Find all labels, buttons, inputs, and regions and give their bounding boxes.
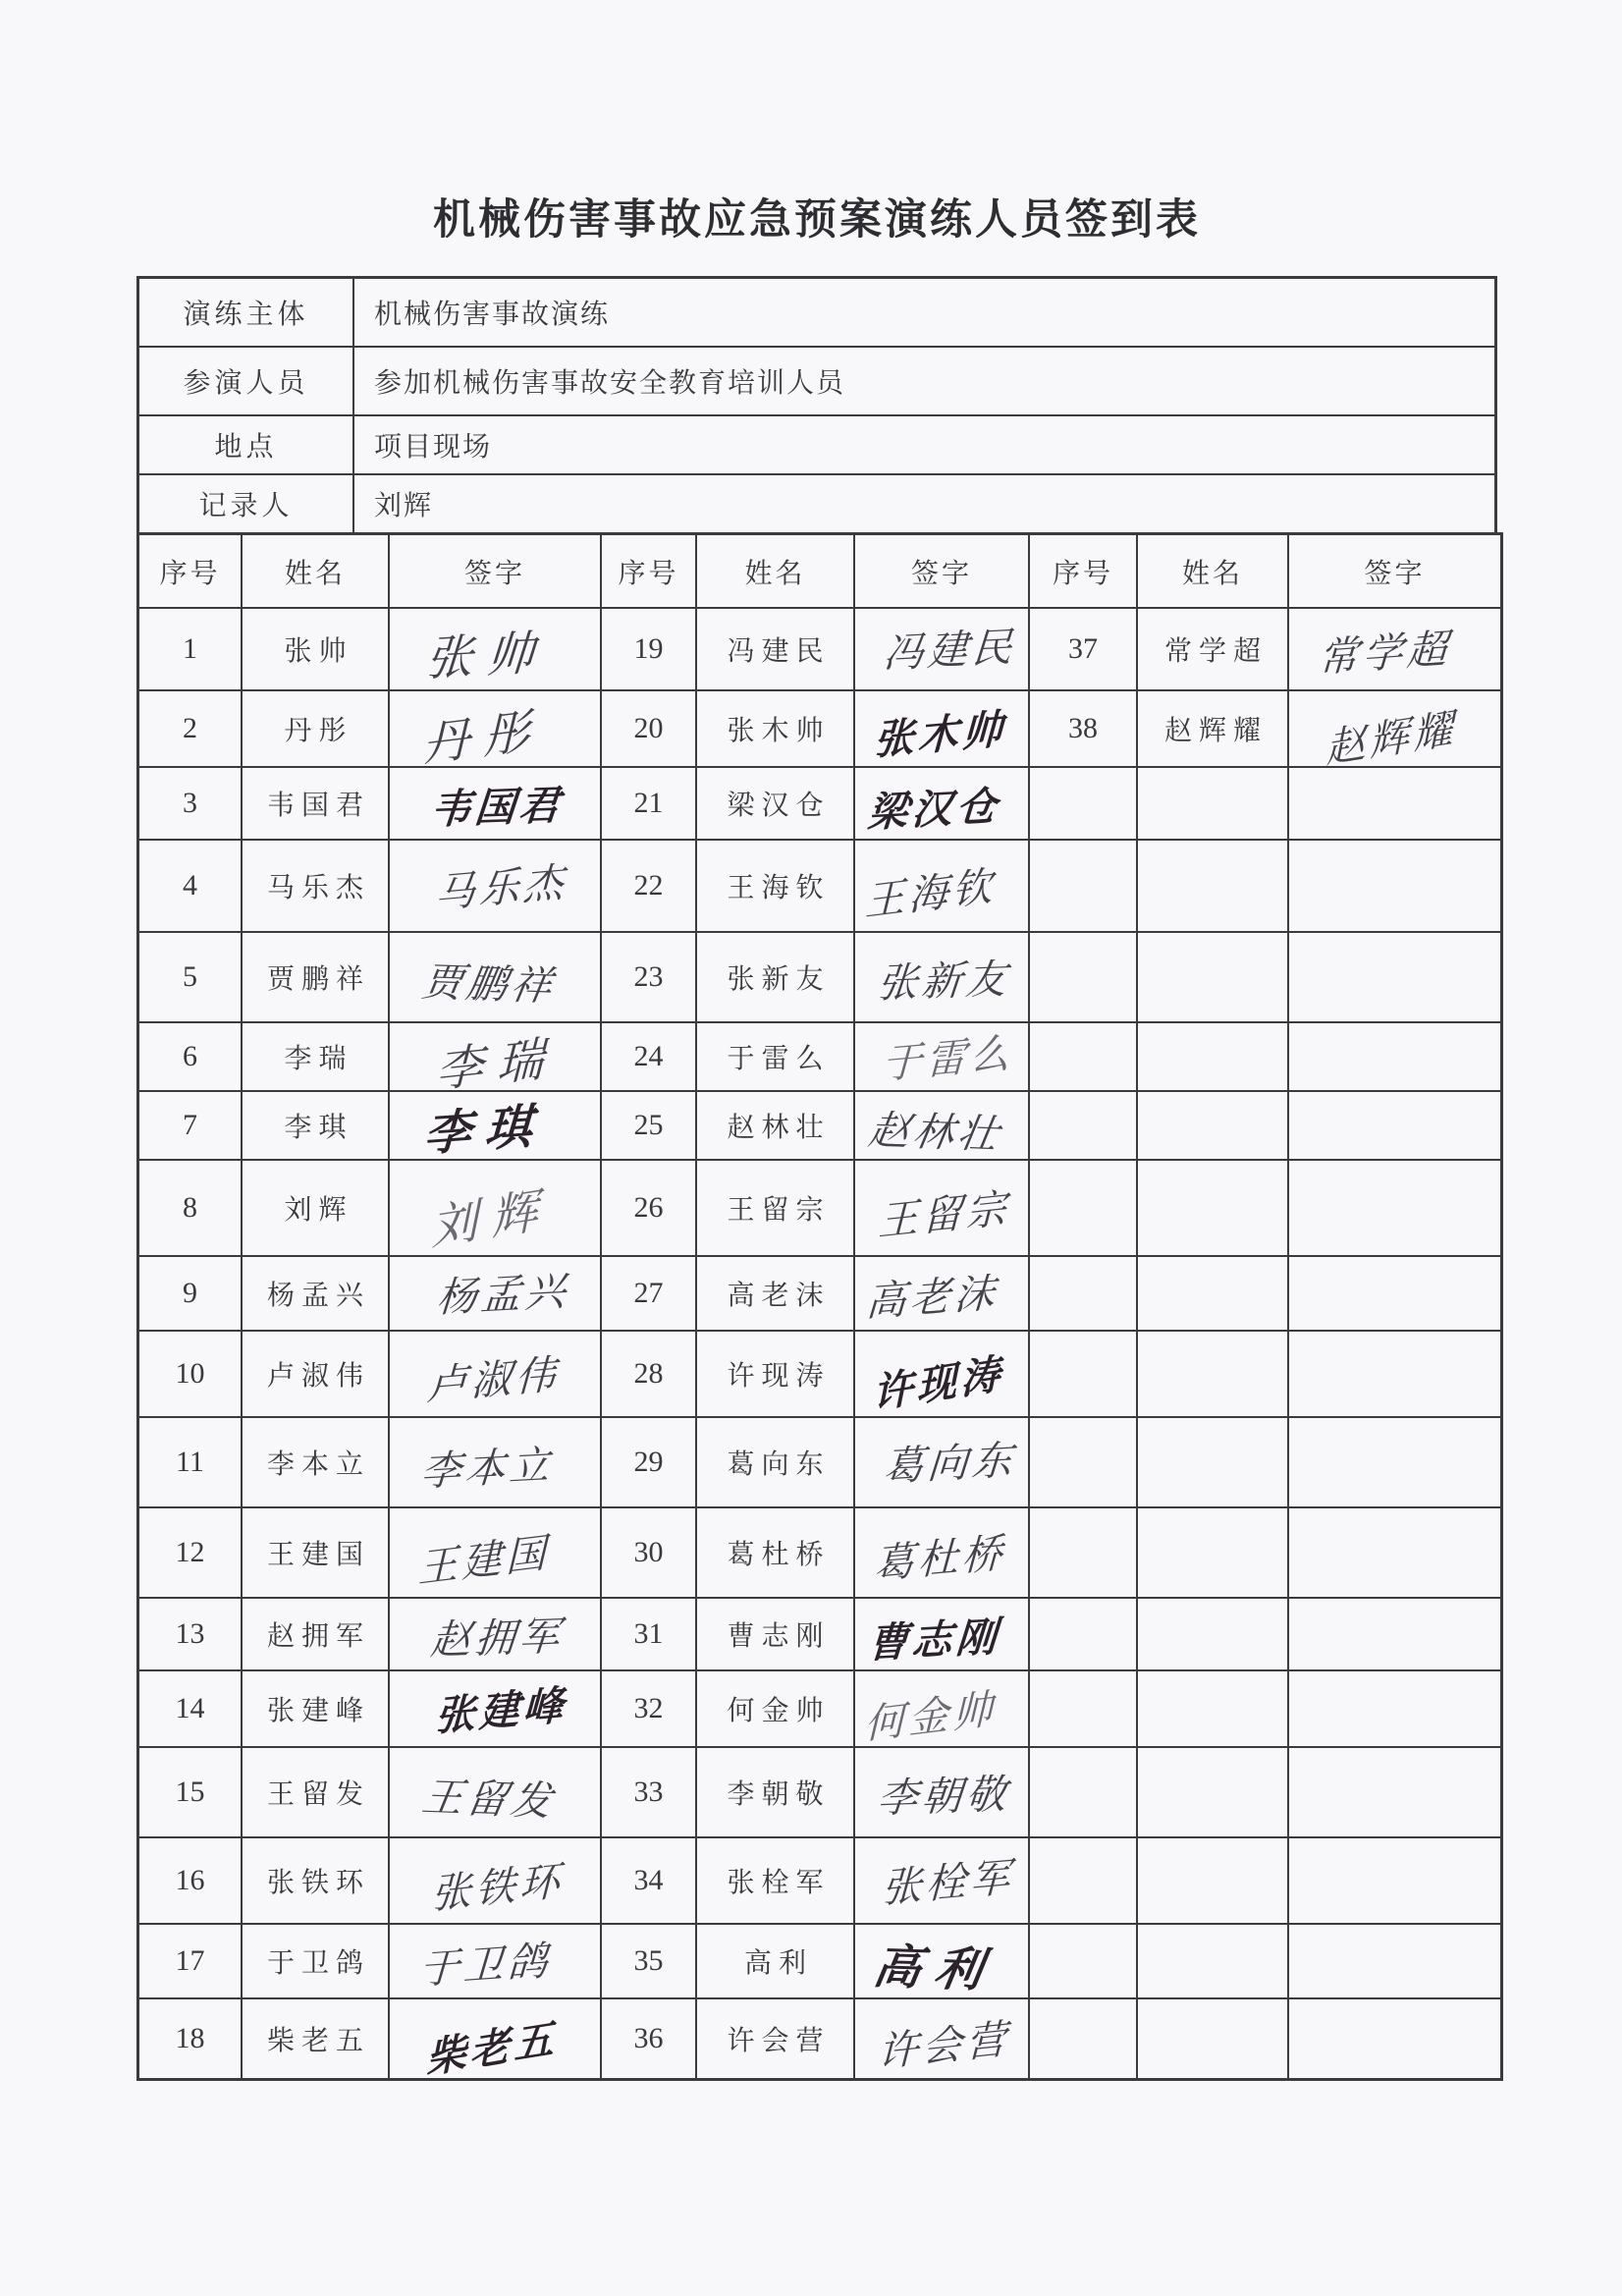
serial-cell bbox=[1030, 1671, 1138, 1748]
document-title: 机械伤害事故应急预案演练人员签到表 bbox=[433, 197, 1201, 244]
serial-cell: 26 bbox=[602, 1161, 697, 1257]
signature-cell bbox=[855, 1023, 1030, 1092]
signature-cell bbox=[1289, 1257, 1500, 1332]
signature-cell bbox=[855, 691, 1030, 768]
name-cell: 韦国君 bbox=[243, 768, 390, 841]
signature-cell bbox=[390, 1508, 602, 1599]
name-cell: 张栓军 bbox=[697, 1838, 855, 1925]
serial-cell bbox=[1030, 1999, 1138, 2078]
serial-cell: 25 bbox=[602, 1092, 697, 1161]
name-cell bbox=[1138, 1671, 1289, 1748]
name-cell: 何金帅 bbox=[697, 1671, 855, 1748]
name-cell bbox=[1138, 1748, 1289, 1838]
serial-cell: 17 bbox=[139, 1925, 243, 1999]
handwritten-signature: 王海钦 bbox=[864, 862, 996, 924]
serial-cell: 37 bbox=[1030, 609, 1138, 691]
signature-cell bbox=[1289, 609, 1500, 691]
name-cell: 杨孟兴 bbox=[243, 1257, 390, 1332]
info-row-location bbox=[139, 416, 1494, 474]
signature-cell bbox=[390, 1092, 602, 1161]
signature-cell bbox=[855, 933, 1030, 1023]
name-cell: 王留宗 bbox=[697, 1161, 855, 1257]
serial-cell: 21 bbox=[602, 768, 697, 841]
info-label-recorder: 记录人 bbox=[139, 475, 354, 532]
handwritten-signature: 许现涛 bbox=[871, 1349, 1004, 1417]
serial-cell: 36 bbox=[602, 1999, 697, 2078]
name-cell: 赵拥军 bbox=[243, 1599, 390, 1671]
signature-cell bbox=[1289, 1748, 1500, 1838]
serial-cell: 5 bbox=[139, 933, 243, 1023]
signature-cell bbox=[390, 933, 602, 1023]
column-header-name: 姓名 bbox=[243, 535, 390, 609]
signin-table bbox=[136, 532, 1503, 2081]
handwritten-signature: 曹志刚 bbox=[865, 1613, 1001, 1667]
info-value-location: 项目现场 bbox=[374, 432, 493, 464]
handwritten-signature: 常学超 bbox=[1317, 625, 1452, 681]
handwritten-signature: 王留宗 bbox=[877, 1184, 1010, 1244]
signature-cell bbox=[855, 609, 1030, 691]
serial-cell bbox=[1030, 1838, 1138, 1925]
handwritten-signature: 赵林壮 bbox=[865, 1107, 1005, 1157]
name-cell: 马乐杰 bbox=[243, 841, 390, 933]
column-header-signature: 签字 bbox=[390, 535, 602, 609]
name-cell: 赵林壮 bbox=[697, 1092, 855, 1161]
handwritten-signature: 梁汉仓 bbox=[865, 782, 1001, 836]
serial-cell: 27 bbox=[602, 1257, 697, 1332]
name-cell: 贾鹏祥 bbox=[243, 933, 390, 1023]
name-cell bbox=[1138, 1257, 1289, 1332]
name-cell: 张铁环 bbox=[243, 1838, 390, 1925]
column-header-signature: 签字 bbox=[1289, 535, 1500, 609]
name-cell: 李朝敬 bbox=[697, 1748, 855, 1838]
signature-cell bbox=[855, 1748, 1030, 1838]
name-cell bbox=[1138, 1092, 1289, 1161]
name-cell: 王留发 bbox=[243, 1748, 390, 1838]
serial-cell bbox=[1030, 1925, 1138, 1999]
info-value-participants: 参加机械伤害事故安全教育培训人员 bbox=[374, 368, 846, 400]
info-label-participants: 参演人员 bbox=[139, 348, 354, 414]
handwritten-signature: 张帅 bbox=[423, 627, 550, 685]
signature-cell bbox=[1289, 841, 1500, 933]
signature-cell bbox=[855, 1671, 1030, 1748]
name-cell: 张帅 bbox=[243, 609, 390, 691]
handwritten-signature: 李琪 bbox=[422, 1100, 547, 1162]
handwritten-signature: 张木帅 bbox=[872, 705, 1006, 763]
signature-cell bbox=[390, 841, 602, 933]
name-cell bbox=[1138, 1508, 1289, 1599]
serial-cell: 6 bbox=[139, 1023, 243, 1092]
handwritten-signature: 张铁环 bbox=[430, 1857, 564, 1917]
signature-cell bbox=[390, 1332, 602, 1418]
serial-cell: 34 bbox=[602, 1838, 697, 1925]
handwritten-signature: 葛向东 bbox=[881, 1436, 1017, 1490]
signature-cell bbox=[1289, 768, 1500, 841]
signature-cell bbox=[390, 1838, 602, 1925]
signature-cell bbox=[1289, 1838, 1500, 1925]
serial-cell: 15 bbox=[139, 1748, 243, 1838]
handwritten-signature: 张建峰 bbox=[433, 1681, 568, 1739]
signature-cell bbox=[855, 1925, 1030, 1999]
column-header-signature: 签字 bbox=[855, 535, 1030, 609]
signature-cell bbox=[1289, 1599, 1500, 1671]
signature-cell bbox=[1289, 1418, 1500, 1508]
serial-cell: 16 bbox=[139, 1838, 243, 1925]
serial-cell: 22 bbox=[602, 841, 697, 933]
signature-cell bbox=[855, 1599, 1030, 1671]
handwritten-signature: 王留发 bbox=[418, 1774, 559, 1824]
signature-cell bbox=[390, 691, 602, 772]
serial-cell: 12 bbox=[139, 1508, 243, 1599]
serial-cell: 20 bbox=[602, 691, 697, 768]
handwritten-signature: 卢淑伟 bbox=[425, 1350, 560, 1408]
name-cell: 李瑞 bbox=[243, 1023, 390, 1092]
signature-cell bbox=[390, 609, 602, 691]
serial-cell bbox=[1030, 1508, 1138, 1599]
name-cell: 丹彤 bbox=[243, 691, 390, 768]
serial-cell: 19 bbox=[602, 609, 697, 691]
column-header-name: 姓名 bbox=[1138, 535, 1289, 609]
signature-cell bbox=[855, 768, 1030, 841]
name-cell bbox=[1138, 1925, 1289, 1999]
signature-cell bbox=[390, 1999, 602, 2082]
name-cell: 李琪 bbox=[243, 1092, 390, 1161]
name-cell: 张木帅 bbox=[697, 691, 855, 768]
handwritten-signature: 刘辉 bbox=[429, 1182, 553, 1255]
serial-cell: 30 bbox=[602, 1508, 697, 1599]
serial-cell bbox=[1030, 1418, 1138, 1508]
serial-cell bbox=[1030, 1092, 1138, 1161]
signature-cell bbox=[1289, 1092, 1500, 1161]
name-cell bbox=[1138, 1161, 1289, 1257]
handwritten-signature: 张栓军 bbox=[880, 1853, 1014, 1911]
signature-cell bbox=[1289, 1161, 1500, 1257]
signature-cell bbox=[390, 1418, 602, 1508]
serial-cell: 9 bbox=[139, 1257, 243, 1332]
name-cell: 张建峰 bbox=[243, 1671, 390, 1748]
handwritten-signature: 葛杜桥 bbox=[872, 1529, 1006, 1587]
signature-cell bbox=[390, 1748, 602, 1838]
serial-cell: 31 bbox=[602, 1599, 697, 1671]
handwritten-signature: 李朝敬 bbox=[875, 1771, 1012, 1821]
name-cell: 高老沫 bbox=[697, 1257, 855, 1332]
handwritten-signature: 马乐杰 bbox=[433, 858, 568, 916]
signature-cell bbox=[1289, 1999, 1500, 2078]
signature-cell bbox=[1289, 1332, 1500, 1418]
info-row-recorder bbox=[139, 475, 1494, 532]
handwritten-signature: 许会营 bbox=[877, 2015, 1010, 2075]
serial-cell: 32 bbox=[602, 1671, 697, 1748]
name-cell: 赵辉耀 bbox=[1138, 691, 1289, 768]
signature-cell bbox=[1289, 1023, 1500, 1092]
serial-cell: 7 bbox=[139, 1092, 243, 1161]
name-cell: 柴老五 bbox=[243, 1999, 390, 2078]
serial-cell: 29 bbox=[602, 1418, 697, 1508]
name-cell bbox=[1138, 841, 1289, 933]
name-cell: 王建国 bbox=[243, 1508, 390, 1599]
signature-cell bbox=[855, 1838, 1030, 1925]
signature-cell bbox=[390, 1599, 602, 1671]
serial-cell: 38 bbox=[1030, 691, 1138, 768]
serial-cell: 28 bbox=[602, 1332, 697, 1418]
serial-cell: 24 bbox=[602, 1023, 697, 1092]
signature-cell bbox=[1289, 1925, 1500, 1999]
signature-cell bbox=[855, 1418, 1030, 1508]
serial-cell: 11 bbox=[139, 1418, 243, 1508]
handwritten-signature: 王建国 bbox=[417, 1529, 549, 1591]
serial-cell bbox=[1030, 1257, 1138, 1332]
serial-cell: 1 bbox=[139, 609, 243, 691]
info-row-subject bbox=[139, 279, 1494, 348]
handwritten-signature: 张新友 bbox=[875, 956, 1012, 1006]
handwritten-signature: 于卫鸽 bbox=[417, 1937, 553, 1993]
handwritten-signature: 李本立 bbox=[418, 1441, 555, 1495]
signature-cell bbox=[390, 1023, 602, 1098]
handwritten-signature: 赵辉耀 bbox=[1325, 704, 1458, 772]
name-cell: 刘辉 bbox=[243, 1161, 390, 1257]
name-cell: 许会营 bbox=[697, 1999, 855, 2078]
column-header-serial: 序号 bbox=[602, 535, 697, 609]
handwritten-signature: 何金帅 bbox=[864, 1685, 996, 1747]
name-cell: 王海钦 bbox=[697, 841, 855, 933]
signature-cell bbox=[855, 841, 1030, 933]
signature-cell bbox=[855, 1161, 1030, 1257]
name-cell bbox=[1138, 1023, 1289, 1092]
handwritten-signature: 柴老五 bbox=[424, 2014, 558, 2082]
handwritten-signature: 丹彤 bbox=[422, 703, 544, 772]
signature-cell bbox=[390, 1671, 602, 1748]
serial-cell: 10 bbox=[139, 1332, 243, 1418]
info-value-recorder: 刘辉 bbox=[374, 490, 434, 521]
name-cell: 许现涛 bbox=[697, 1332, 855, 1418]
name-cell: 李本立 bbox=[243, 1418, 390, 1508]
signature-cell bbox=[855, 1257, 1030, 1332]
serial-cell: 2 bbox=[139, 691, 243, 768]
signature-cell bbox=[855, 1332, 1030, 1418]
name-cell bbox=[1138, 933, 1289, 1023]
name-cell bbox=[1138, 1332, 1289, 1418]
name-cell: 卢淑伟 bbox=[243, 1332, 390, 1418]
signature-cell bbox=[1289, 933, 1500, 1023]
handwritten-signature: 赵拥军 bbox=[428, 1613, 566, 1663]
handwritten-signature: 李瑞 bbox=[435, 1031, 559, 1098]
name-cell bbox=[1138, 1838, 1289, 1925]
serial-cell bbox=[1030, 1748, 1138, 1838]
signature-cell bbox=[1289, 691, 1500, 772]
name-cell bbox=[1138, 1418, 1289, 1508]
serial-cell: 14 bbox=[139, 1671, 243, 1748]
serial-cell: 4 bbox=[139, 841, 243, 933]
serial-cell bbox=[1030, 1332, 1138, 1418]
serial-cell bbox=[1030, 841, 1138, 933]
name-cell: 常学超 bbox=[1138, 609, 1289, 691]
serial-cell: 13 bbox=[139, 1599, 243, 1671]
info-value-subject: 机械伤害事故演练 bbox=[374, 300, 611, 331]
info-label-subject: 演练主体 bbox=[139, 279, 354, 346]
drill-info-table bbox=[136, 276, 1497, 532]
info-label-location: 地点 bbox=[139, 416, 354, 472]
name-cell: 高利 bbox=[697, 1925, 855, 1999]
name-cell: 张新友 bbox=[697, 933, 855, 1023]
signature-cell bbox=[390, 768, 602, 841]
name-cell bbox=[1138, 768, 1289, 841]
handwritten-signature: 韦国君 bbox=[428, 782, 566, 832]
column-header-serial: 序号 bbox=[1030, 535, 1138, 609]
name-cell: 曹志刚 bbox=[697, 1599, 855, 1671]
signature-cell bbox=[855, 1508, 1030, 1599]
handwritten-signature: 于雷么 bbox=[880, 1029, 1014, 1087]
handwritten-signature: 贾鹏祥 bbox=[418, 958, 559, 1009]
signature-cell bbox=[1289, 1671, 1500, 1748]
column-header-serial: 序号 bbox=[139, 535, 243, 609]
serial-cell bbox=[1030, 1161, 1138, 1257]
name-cell: 葛向东 bbox=[697, 1418, 855, 1508]
signature-cell bbox=[390, 1161, 602, 1257]
serial-cell: 33 bbox=[602, 1748, 697, 1838]
signature-cell bbox=[390, 1925, 602, 1999]
serial-cell bbox=[1030, 1599, 1138, 1671]
handwritten-signature: 杨孟兴 bbox=[434, 1267, 570, 1321]
serial-cell: 18 bbox=[139, 1999, 243, 2078]
handwritten-signature: 高利 bbox=[870, 1941, 1000, 1997]
serial-cell bbox=[1030, 768, 1138, 841]
name-cell: 于卫鸽 bbox=[243, 1925, 390, 1999]
info-row-participants bbox=[139, 348, 1494, 416]
signature-cell bbox=[855, 1092, 1030, 1161]
signature-cell bbox=[390, 1257, 602, 1332]
serial-cell: 8 bbox=[139, 1161, 243, 1257]
name-cell: 于雷么 bbox=[697, 1023, 855, 1092]
signature-cell bbox=[855, 1999, 1030, 2078]
handwritten-signature: 高老沫 bbox=[864, 1269, 1000, 1325]
serial-cell: 35 bbox=[602, 1925, 697, 1999]
handwritten-signature: 冯建民 bbox=[881, 623, 1017, 677]
name-cell: 葛杜桥 bbox=[697, 1508, 855, 1599]
column-header-name: 姓名 bbox=[697, 535, 855, 609]
name-cell bbox=[1138, 1599, 1289, 1671]
name-cell bbox=[1138, 1999, 1289, 2078]
name-cell: 冯建民 bbox=[697, 609, 855, 691]
serial-cell bbox=[1030, 1023, 1138, 1092]
serial-cell bbox=[1030, 933, 1138, 1023]
serial-cell: 23 bbox=[602, 933, 697, 1023]
serial-cell: 3 bbox=[139, 768, 243, 841]
signature-cell bbox=[1289, 1508, 1500, 1599]
name-cell: 梁汉仓 bbox=[697, 768, 855, 841]
